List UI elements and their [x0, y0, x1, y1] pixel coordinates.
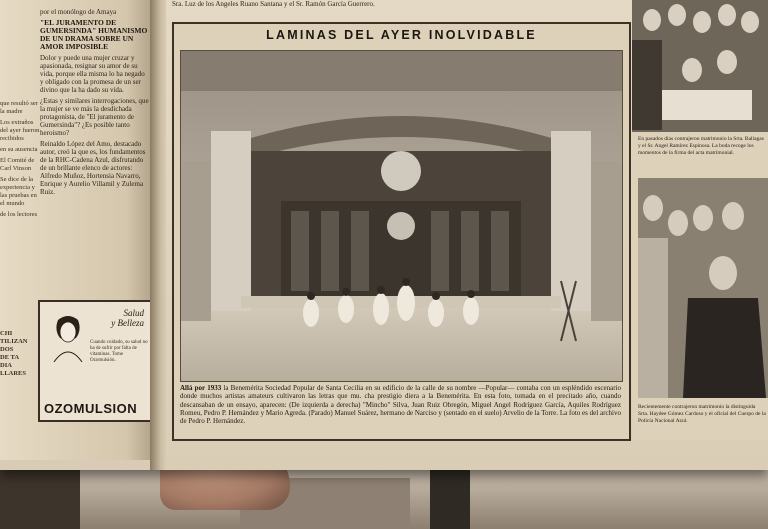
photo-caption: En pasados días contrajeron matrimonio la Srta. Ballagas y el Sr. Angel Ramírez Espinosa. La boda recoge los momentos de la firma del acta matrimonial. [638, 136, 764, 156]
article-headline: "EL JURAMENTO DE GUMERSINDA" HUMANISMO DE UN DRAMA SOBRE UN AMOR IMPOSIBLE [40, 18, 148, 51]
wedding-signing-image [632, 0, 768, 132]
photo-caption: Recientemente contrajeron matrimonio la distinguida Srta. Haydee Gómez Cardoso y el oficial del Cuerpo de la Policía Nacional Azul. [638, 404, 766, 424]
right-column [632, 0, 768, 440]
text-line: en su ausencia [0, 146, 38, 153]
photo-caption [180, 384, 621, 436]
stage-photo-image [181, 51, 622, 381]
text-line: que resultó ser la madre [0, 100, 38, 115]
ozomulsion-ad [38, 300, 154, 422]
ad-brand: OZOMULSION [44, 401, 138, 416]
table-leg [430, 462, 470, 529]
caption-lead: Allá por 1933 [180, 384, 222, 392]
left-narrow-column [0, 100, 40, 300]
text-line: DE TA [0, 354, 20, 361]
ad-body-text: Cuando cuidado, su salud no ha de sufrir por falta de vitaminas. Tome Ozomulsión. [90, 340, 148, 363]
left-page [0, 0, 160, 460]
paragraph: Dolor y puede una mujer cruzar y apasionada, resignar su amor de su vida, porque ella misma lo ha negado y obligado con la promesa de un ser divino que la ha dado su vida. [40, 54, 145, 94]
feature-title: LAMINAS DEL AYER INOLVIDABLE [266, 28, 537, 42]
ad-title-line: Salud [123, 308, 144, 318]
text-line: DIA [0, 362, 12, 369]
wedding-group-photo [638, 178, 768, 398]
text-line: CHI [0, 330, 13, 337]
top-strip-text [172, 0, 627, 20]
text-line: LLARES [0, 370, 27, 377]
text-line: El Comité de Carl Vinson [0, 157, 35, 172]
paragraph: Reinaldo López del Amo, destacado autor, creó la que es, los fundamentos de la RHC-Cadena Azul, disfrutando de un brillante elenco de actores: Alfredo Muñoz, Hortensia Navarro, Enrique y Aurelio Villamil y Zulema Ruiz. [40, 140, 146, 196]
text-line: de los lectores [0, 211, 38, 218]
text-line: TILIZAN [0, 338, 28, 345]
text-line: Se dice de la experiencia y las pruebas en el mundo [0, 176, 37, 207]
historic-stage-photo [180, 50, 623, 382]
text-line: Los extraños del ayer fueron recibidos [0, 119, 40, 142]
left-column-text [40, 8, 150, 268]
caption-text: la Benemérita Sociedad Popular de Santa Cecilia en su edificio de la calle de su nombre —Popular— contaba con un espléndido escenario donde muchos artistas amateurs cultivaron las letras que mu. cha prestigio diera a la Benemérita. En esta foto, tomada en el precitado año, cuando descansaban de un ensayo, aparecen: (De izquierda a derecha) "Mincho" Silva, Juan Ruiz Obregón, Miguel Angel Rodríguez García, Aquiles Rodríguez Romeu, Pedro P. Hernández y Mario Agreda. (Parado) Manuel Suárez, hermano de Narciso y (sentado en el suelo) Arvelio de la Torre. La foto es del archivo de Pedro P. Hernández. [180, 384, 621, 426]
wedding-group-image [638, 178, 768, 398]
ad-title-line: y Belleza [111, 318, 144, 328]
side-ad-text [0, 330, 36, 420]
text-line: Sra. Luz de los Angeles Ruano Santana y el Sr. Ramón García Guerrero. [172, 0, 375, 8]
text-line: por el monólogo de Amaya [40, 8, 117, 16]
feature-box [172, 22, 631, 441]
woman-portrait-illustration [48, 312, 88, 364]
wedding-signing-photo [632, 0, 768, 132]
text-line: DOS [0, 346, 14, 353]
ad-title [111, 308, 144, 328]
paragraph: ¿Estas y similares interrogaciones, que la mujer se ve más la desdichada protagonista, de "El juramento de Gumersinda"? ¿Es posible tanto heroismo? [40, 97, 149, 137]
